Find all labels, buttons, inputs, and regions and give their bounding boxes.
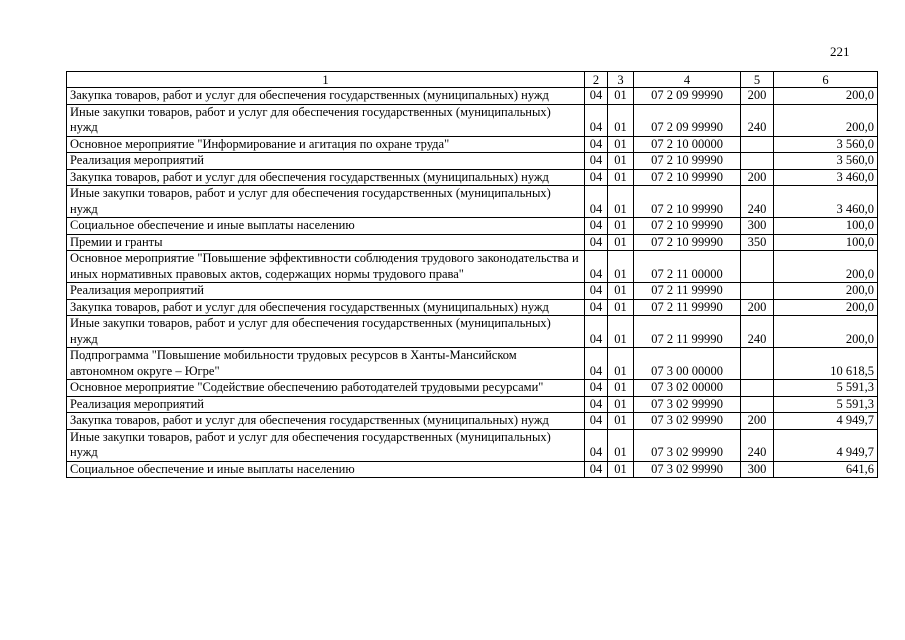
row-amount-cell: 641,6 <box>774 461 878 478</box>
row-section-cell: 04 <box>585 348 608 380</box>
row-section-cell: 04 <box>585 153 608 170</box>
row-subsection-cell: 01 <box>608 234 634 251</box>
row-amount-cell: 3 560,0 <box>774 136 878 153</box>
table-row <box>67 348 878 380</box>
row-name-cell: Реализация мероприятий <box>67 396 585 413</box>
row-target-article-cell: 07 2 09 99990 <box>634 88 741 105</box>
row-target-article-cell: 07 3 02 00000 <box>634 380 741 397</box>
header-cell-6: 6 <box>774 72 878 88</box>
table-row <box>67 218 878 235</box>
row-expense-type-cell <box>741 153 774 170</box>
row-amount-cell: 5 591,3 <box>774 396 878 413</box>
row-name-cell: Закупка товаров, работ и услуг для обеспечения государственных (муниципальных) нужд <box>67 88 585 105</box>
table-row <box>67 251 878 283</box>
row-subsection-cell: 01 <box>608 251 634 283</box>
table-body <box>67 72 878 478</box>
row-name-cell: Закупка товаров, работ и услуг для обеспечения государственных (муниципальных) нужд <box>67 413 585 430</box>
header-cell-4: 4 <box>634 72 741 88</box>
row-amount-cell: 4 949,7 <box>774 429 878 461</box>
row-target-article-cell: 07 2 10 00000 <box>634 136 741 153</box>
row-expense-type-cell: 200 <box>741 299 774 316</box>
row-section-cell: 04 <box>585 380 608 397</box>
row-section-cell: 04 <box>585 316 608 348</box>
row-subsection-cell: 01 <box>608 283 634 300</box>
row-name-cell: Подпрограмма "Повышение мобильности трудовых ресурсов в Ханты-Мансийском автономном округе – Югре" <box>67 348 585 380</box>
row-expense-type-cell <box>741 283 774 300</box>
row-section-cell: 04 <box>585 88 608 105</box>
row-amount-cell: 3 460,0 <box>774 169 878 186</box>
row-target-article-cell: 07 3 02 99990 <box>634 429 741 461</box>
row-name-cell: Иные закупки товаров, работ и услуг для обеспечения государственных (муниципальных) нужд <box>67 186 585 218</box>
row-expense-type-cell: 240 <box>741 429 774 461</box>
row-section-cell: 04 <box>585 186 608 218</box>
table-row <box>67 283 878 300</box>
row-subsection-cell: 01 <box>608 413 634 430</box>
row-subsection-cell: 01 <box>608 316 634 348</box>
row-name-cell: Премии и гранты <box>67 234 585 251</box>
row-section-cell: 04 <box>585 218 608 235</box>
table-row <box>67 413 878 430</box>
table-row <box>67 380 878 397</box>
row-section-cell: 04 <box>585 413 608 430</box>
table-row <box>67 234 878 251</box>
row-expense-type-cell: 300 <box>741 218 774 235</box>
row-subsection-cell: 01 <box>608 88 634 105</box>
row-subsection-cell: 01 <box>608 380 634 397</box>
row-section-cell: 04 <box>585 169 608 186</box>
row-name-cell: Закупка товаров, работ и услуг для обеспечения государственных (муниципальных) нужд <box>67 299 585 316</box>
row-subsection-cell: 01 <box>608 136 634 153</box>
row-subsection-cell: 01 <box>608 186 634 218</box>
row-target-article-cell: 07 2 10 99990 <box>634 153 741 170</box>
row-section-cell: 04 <box>585 136 608 153</box>
row-expense-type-cell: 200 <box>741 88 774 105</box>
table-row <box>67 316 878 348</box>
row-name-cell: Реализация мероприятий <box>67 283 585 300</box>
row-amount-cell: 3 560,0 <box>774 153 878 170</box>
header-cell-1: 1 <box>67 72 585 88</box>
row-target-article-cell: 07 3 02 99990 <box>634 413 741 430</box>
row-name-cell: Социальное обеспечение и иные выплаты населению <box>67 461 585 478</box>
table-row <box>67 169 878 186</box>
header-cell-3: 3 <box>608 72 634 88</box>
row-expense-type-cell <box>741 136 774 153</box>
row-amount-cell: 5 591,3 <box>774 380 878 397</box>
row-amount-cell: 200,0 <box>774 251 878 283</box>
row-expense-type-cell <box>741 396 774 413</box>
row-expense-type-cell: 200 <box>741 413 774 430</box>
row-name-cell: Основное мероприятие "Повышение эффективности соблюдения трудового законодательства и иных нормативных правовых актов, содержащих нормы трудового права" <box>67 251 585 283</box>
row-section-cell: 04 <box>585 234 608 251</box>
row-subsection-cell: 01 <box>608 169 634 186</box>
header-cell-2: 2 <box>585 72 608 88</box>
table-row <box>67 88 878 105</box>
table-row <box>67 299 878 316</box>
row-amount-cell: 4 949,7 <box>774 413 878 430</box>
row-expense-type-cell: 350 <box>741 234 774 251</box>
row-expense-type-cell: 200 <box>741 169 774 186</box>
row-subsection-cell: 01 <box>608 461 634 478</box>
table-row <box>67 461 878 478</box>
table-row <box>67 396 878 413</box>
row-name-cell: Иные закупки товаров, работ и услуг для обеспечения государственных (муниципальных) нужд <box>67 104 585 136</box>
row-amount-cell: 200,0 <box>774 88 878 105</box>
row-target-article-cell: 07 2 10 99990 <box>634 186 741 218</box>
row-section-cell: 04 <box>585 299 608 316</box>
table-header-row <box>67 72 878 88</box>
row-subsection-cell: 01 <box>608 104 634 136</box>
table-row <box>67 429 878 461</box>
row-expense-type-cell: 240 <box>741 186 774 218</box>
row-target-article-cell: 07 3 00 00000 <box>634 348 741 380</box>
budget-table <box>66 71 878 478</box>
row-expense-type-cell <box>741 380 774 397</box>
row-expense-type-cell <box>741 251 774 283</box>
row-target-article-cell: 07 3 02 99990 <box>634 396 741 413</box>
row-name-cell: Реализация мероприятий <box>67 153 585 170</box>
page-number: 221 <box>830 44 850 59</box>
row-amount-cell: 3 460,0 <box>774 186 878 218</box>
row-subsection-cell: 01 <box>608 299 634 316</box>
row-section-cell: 04 <box>585 461 608 478</box>
row-subsection-cell: 01 <box>608 429 634 461</box>
row-subsection-cell: 01 <box>608 218 634 235</box>
table-row <box>67 153 878 170</box>
header-cell-5: 5 <box>741 72 774 88</box>
row-expense-type-cell: 240 <box>741 316 774 348</box>
row-amount-cell: 200,0 <box>774 299 878 316</box>
row-name-cell: Основное мероприятие "Информирование и агитация по охране труда" <box>67 136 585 153</box>
row-amount-cell: 200,0 <box>774 316 878 348</box>
row-amount-cell: 200,0 <box>774 283 878 300</box>
row-amount-cell: 10 618,5 <box>774 348 878 380</box>
row-target-article-cell: 07 2 11 99990 <box>634 316 741 348</box>
row-section-cell: 04 <box>585 251 608 283</box>
row-amount-cell: 100,0 <box>774 234 878 251</box>
row-target-article-cell: 07 2 11 99990 <box>634 299 741 316</box>
row-subsection-cell: 01 <box>608 348 634 380</box>
row-target-article-cell: 07 2 09 99990 <box>634 104 741 136</box>
row-target-article-cell: 07 2 11 99990 <box>634 283 741 300</box>
row-section-cell: 04 <box>585 429 608 461</box>
row-section-cell: 04 <box>585 396 608 413</box>
row-name-cell: Социальное обеспечение и иные выплаты населению <box>67 218 585 235</box>
row-amount-cell: 200,0 <box>774 104 878 136</box>
row-target-article-cell: 07 2 10 99990 <box>634 218 741 235</box>
row-target-article-cell: 07 2 10 99990 <box>634 169 741 186</box>
row-expense-type-cell: 300 <box>741 461 774 478</box>
row-name-cell: Иные закупки товаров, работ и услуг для обеспечения государственных (муниципальных) нужд <box>67 429 585 461</box>
row-expense-type-cell: 240 <box>741 104 774 136</box>
row-target-article-cell: 07 3 02 99990 <box>634 461 741 478</box>
row-section-cell: 04 <box>585 283 608 300</box>
row-name-cell: Иные закупки товаров, работ и услуг для обеспечения государственных (муниципальных) нужд <box>67 316 585 348</box>
row-name-cell: Закупка товаров, работ и услуг для обеспечения государственных (муниципальных) нужд <box>67 169 585 186</box>
table-row <box>67 136 878 153</box>
table-row <box>67 104 878 136</box>
row-name-cell: Основное мероприятие "Содействие обеспечению работодателей трудовыми ресурсами" <box>67 380 585 397</box>
row-amount-cell: 100,0 <box>774 218 878 235</box>
row-target-article-cell: 07 2 10 99990 <box>634 234 741 251</box>
row-subsection-cell: 01 <box>608 153 634 170</box>
row-section-cell: 04 <box>585 104 608 136</box>
table-row <box>67 186 878 218</box>
row-target-article-cell: 07 2 11 00000 <box>634 251 741 283</box>
row-subsection-cell: 01 <box>608 396 634 413</box>
row-expense-type-cell <box>741 348 774 380</box>
